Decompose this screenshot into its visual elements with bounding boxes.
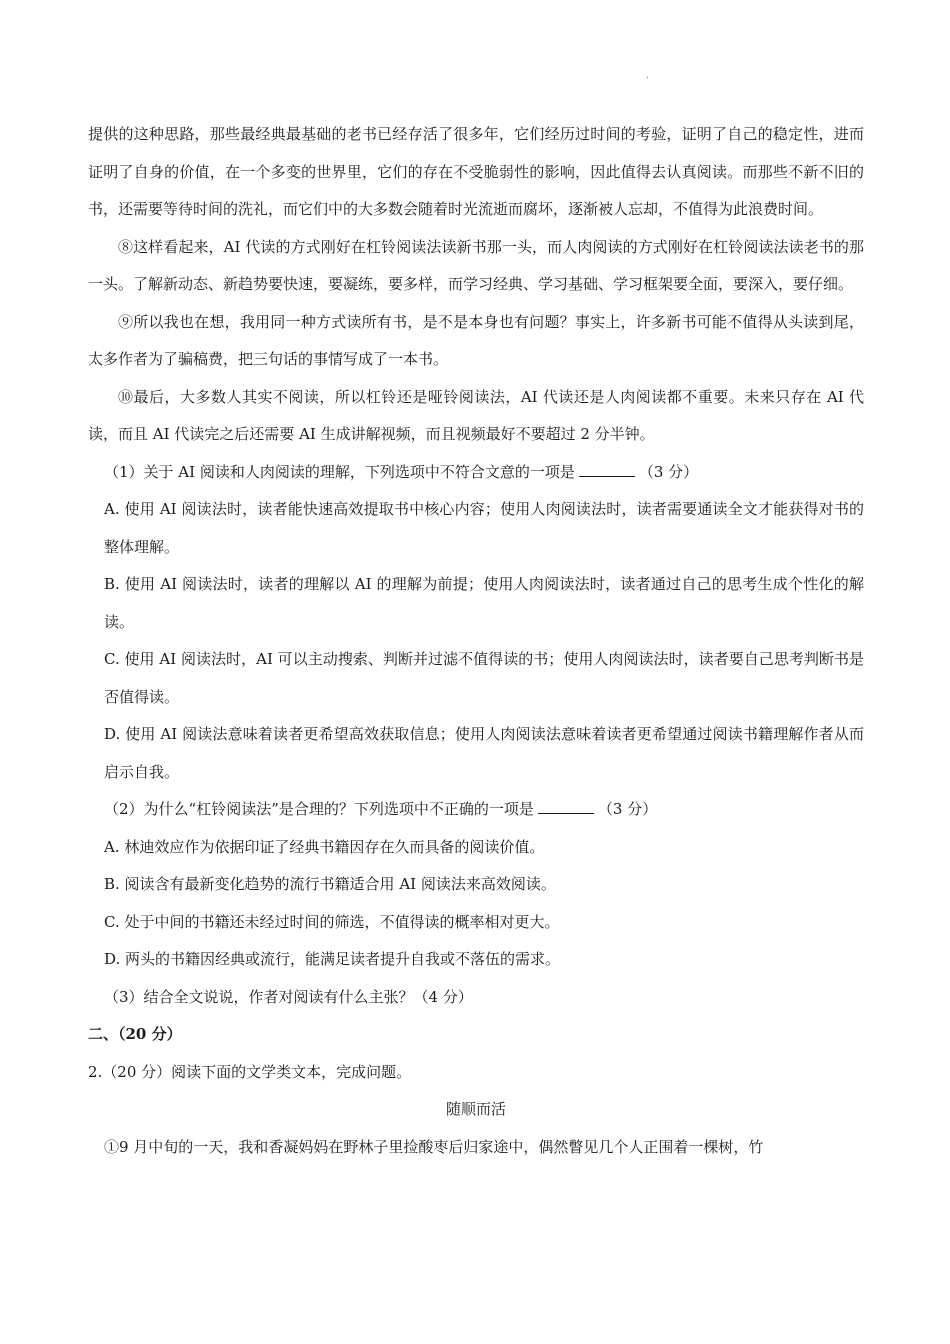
question-2-stem: （2）为什么“杠铃阅读法”是合理的？下列选项中不正确的一项是 (104, 800, 534, 818)
q1-option-c: C. 使用 AI 阅读法时，AI 可以主动搜索、判断并过滤不值得读的书；使用人肉阅读法时，读者要自己思考判断书是否值得读。 (104, 650, 864, 706)
story-paragraph-1: ①9 月中旬的一天，我和香凝妈妈在野林子里捡酸枣后归家途中，偶然瞥见几个人正围着一棵树，竹 (104, 1137, 764, 1156)
q1-option-b: B. 使用 AI 阅读法时，读者的理解以 AI 的理解为前提；使用人肉阅读法时，读者通过自己的思考生成个性化的解读。 (104, 575, 864, 631)
q1-option-d: D. 使用 AI 阅读法意味着读者更希望高效获取信息；使用人肉阅读法意味着读者更希望通过阅读书籍理解作者从而启示自我。 (104, 725, 864, 781)
passage-continuation: 提供的这种思路，那些最经典最基础的老书已经存活了很多年，它们经历过时间的考验，证明了自己的稳定性，进而证明了自身的价值，在一个多变的世界里，它们的存在不受脆弱性的影响，因此值得去认真阅读。而那些不新不旧的书，还需要等待时间的洗礼，而它们中的大多数会随着时光流逝而腐坏，逐渐被人忘却，不值得为此浪费时间。 (88, 125, 864, 218)
question-1-stem: （1）关于 AI 阅读和人肉阅读的理解，下列选项中不符合文意的一项是 (104, 462, 575, 481)
paragraph-8: ⑧这样看起来，AI 代读的方式刚好在杠铃阅读法读新书那一头，而人肉阅读的方式刚好在杠铃阅读法读老书的那一头。了解新动态、新趋势要快速，要凝练，要多样，而学习经典、学习基础、学习框架要全面，要深入，要仔细。 (88, 237, 864, 293)
document-content (88, 116, 864, 1166)
q2-option-b: B. 阅读含有最新变化趋势的流行书籍适合用 AI 阅读法来高效阅读。 (104, 875, 556, 893)
question-3: （3）结合全文说说，作者对阅读有什么主张？（4 分） (104, 987, 473, 1006)
answer-blank-1[interactable] (579, 458, 635, 477)
story-title: 随顺而活 (445, 1100, 506, 1118)
question-1-score: （3 分） (638, 462, 699, 481)
q2-option-a: A. 林迪效应作为依据印证了经典书籍因存在久而具备的阅读价值。 (104, 837, 545, 856)
question-2-score: （3 分） (597, 800, 658, 818)
answer-blank-2[interactable] (538, 795, 594, 814)
section-2-intro: 2.（20 分）阅读下面的文学类文本，完成问题。 (88, 1062, 412, 1081)
question-1 (88, 454, 864, 492)
section-2-heading: 二、（20 分） (88, 1025, 182, 1043)
paragraph-10: ⑩最后，大多数人其实不阅读，所以杠铃还是哑铃阅读法，AI 代读还是人肉阅读都不重要。未来只存在 AI 代读，而且 AI 代读完之后还需要 AI 生成讲解视频，而且视频最好不要超过 2 分半钟。 (88, 387, 864, 443)
question-2 (88, 791, 864, 829)
q2-option-d: D. 两头的书籍因经典或流行，能满足读者提升自我或不落伍的需求。 (104, 950, 561, 968)
q1-option-a: A. 使用 AI 阅读法时，读者能快速高效提取书中核心内容；使用人肉阅读法时，读者需要通读全文才能获得对书的整体理解。 (104, 500, 864, 556)
q2-option-c: C. 处于中间的书籍还未经过时间的筛选，不值得读的概率相对更大。 (104, 912, 560, 931)
paragraph-9: ⑨所以我也在想，我用同一种方式读所有书，是不是本身也有问题？事实上，许多新书可能不值得从头读到尾，太多作者为了骗稿费，把三句话的事情写成了一本书。 (88, 312, 864, 368)
header-dot: . (646, 70, 650, 81)
